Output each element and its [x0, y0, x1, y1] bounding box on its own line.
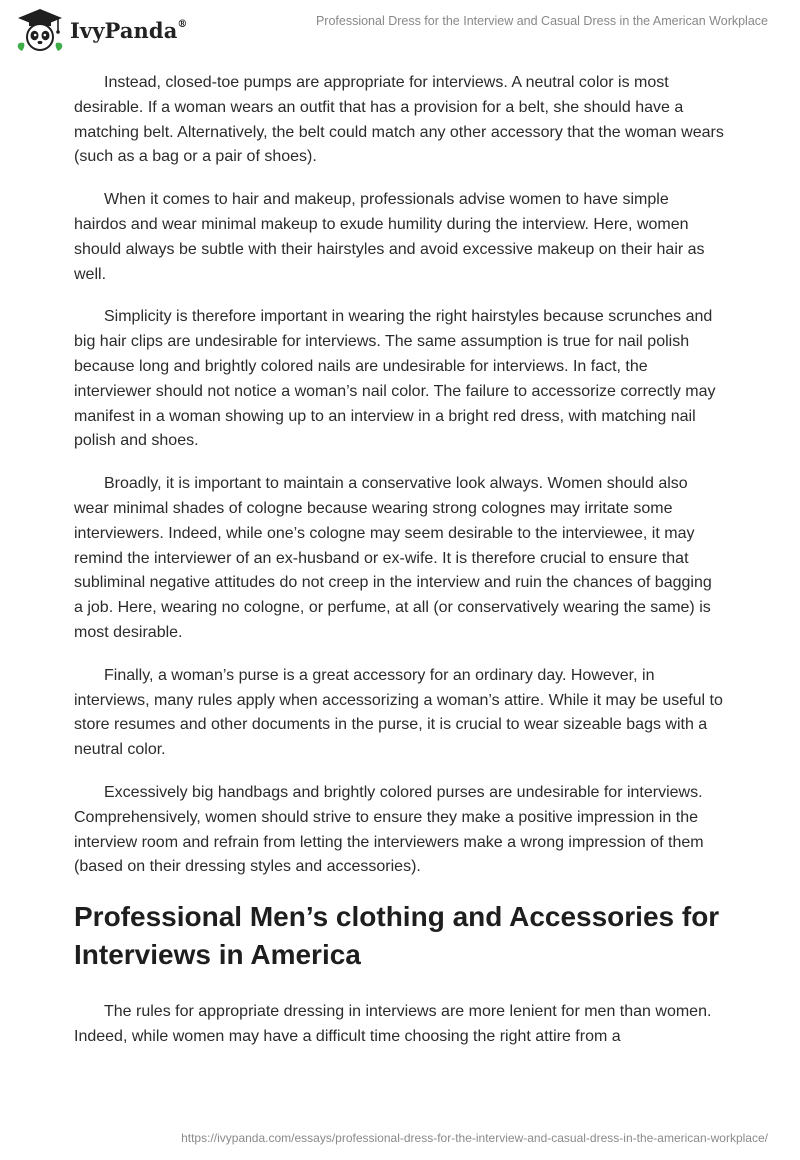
brand-name: IvyPanda®: [70, 17, 188, 43]
paragraph: Broadly, it is important to maintain a conservative look always. Women should also wear minimal shades of cologne because wearing strong colognes may irritate some interviewers. Indeed, while one’s cologne may seem desirable to the interviewee, it may remind the interviewer of an ex-husband or ex-wife. It is therefore crucial to ensure that subliminal negative attitudes do not creep in the interview and ruin the chances of bagging a job. Here, wearing no cologne, or perfume, at all (or conservatively wearing the same) is most desirable.: [74, 475, 712, 641]
page-header: [0, 0, 800, 60]
panda-graduate-logo-icon: [14, 7, 66, 53]
paragraph: Finally, a woman’s purse is a great accessory for an ordinary day. However, in interviews, many rules apply when accessorizing a woman’s attire. While it may be useful to store resumes and other documents in the purse, it is crucial to wear sizeable bags with a neutral color.: [74, 666, 723, 759]
paragraph: Instead, closed-toe pumps are appropriate for interviews. A neutral color is most desirable. If a woman wears an outfit that has a provision for a belt, she should have a matching belt. Alternatively, the belt could match any other accessory that the woman wears (such as a bag or a pair of shoes).: [74, 74, 724, 166]
paragraph: When it comes to hair and makeup, professionals advise women to have simple hairdos and wear minimal makeup to exude humility during the interview. Here, women should always be subtle with their hairstyles and avoid excessive makeup on their hair as well.: [74, 191, 705, 283]
document-title: Professional Dress for the Interview and Casual Dress in the American Workplace: [315, 14, 768, 28]
source-url[interactable]: https://ivypanda.com/essays/professional-dress-for-the-interview-and-casual-dress-in-the-american-workplace/: [181, 1131, 768, 1145]
essay-body: [74, 71, 724, 1068]
section-heading: Professional Men’s clothing and Accessories for Interviews in America: [74, 901, 720, 971]
paragraph: Excessively big handbags and brightly colored purses are undesirable for interviews. Comprehensively, women should strive to ensure they make a positive impression in the interview room and refrain from letting the interviewers make a wrong impression of them (based on their dressing styles and accessories).: [74, 783, 704, 876]
paragraph: The rules for appropriate dressing in interviews are more lenient for men than women. Indeed, while women may have a difficult time choosing the right attire from a: [74, 1003, 712, 1045]
ivypanda-logo[interactable]: [14, 7, 188, 53]
paragraph: Simplicity is therefore important in wearing the right hairstyles because scrunches and big hair clips are undesirable for interviews. The same assumption is true for nail polish because long and brightly colored nails are undesirable for interviews. In fact, the interviewer should not notice a woman’s nail color. The failure to accessorize correctly may manifest in a woman showing up to an interview in a bright red dress, with matching nail polish and shoes.: [74, 308, 716, 450]
